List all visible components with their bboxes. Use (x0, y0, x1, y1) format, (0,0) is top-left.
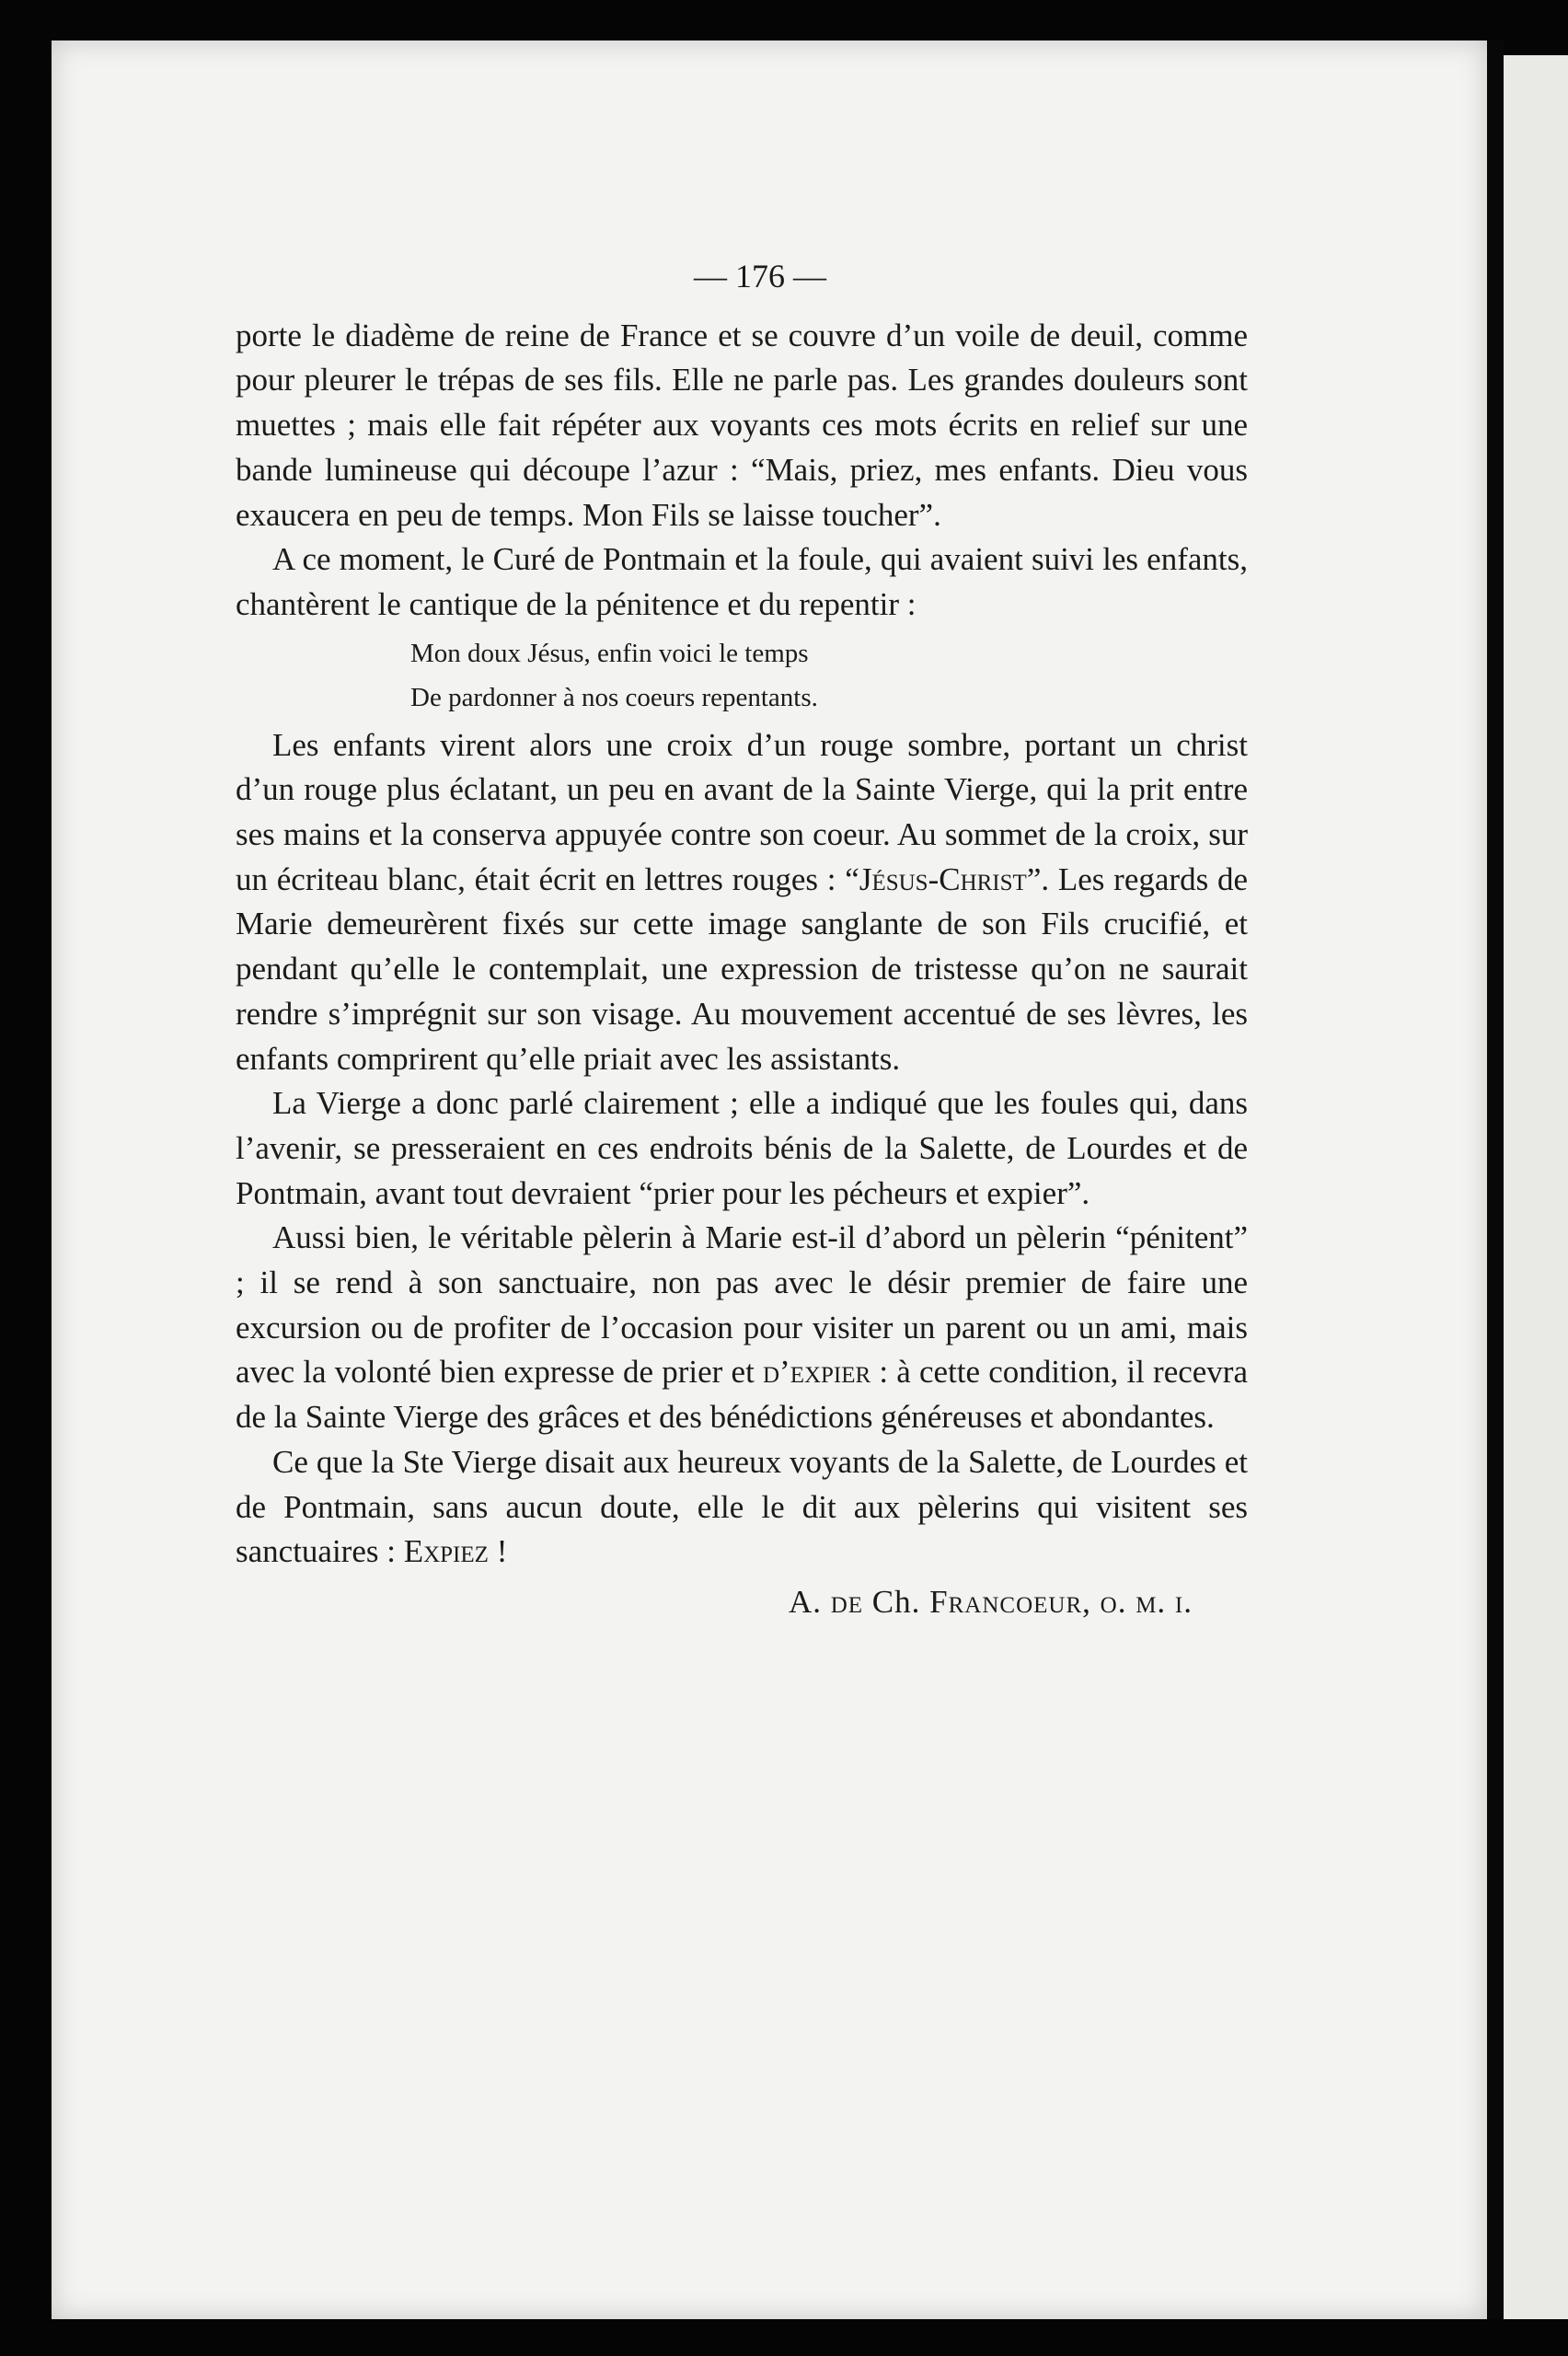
paragraph-6-part-1: Ce que la Ste Vierge disait aux heureux voyants de la Salette, de Lourdes et de Pontmain, sans aucun doute, elle le dit aux pèlerins qui visitent ses sanctuaires : (236, 1443, 1248, 1570)
paragraph-5 (236, 1216, 1248, 1440)
paragraph-5-part-1: Aussi bien, le véritable pèlerin à Marie est-il d’abord un pèlerin “pénitent” ; il se rend à son sanctuaire, non pas avec le désir premier de faire une excursion ou de profiter de l’occasion pour visiter un parent ou un ami, mais avec la volonté bien expresse de prier et (236, 1219, 1248, 1391)
next-page-edge (1504, 55, 1568, 2319)
spine-shadow (1487, 40, 1504, 2319)
paragraph-1: porte le diadème de reine de France et se couvre d’un voile de deuil, comme pour pleurer le trépas de ses fils. Elle ne parle pas. Les grandes douleurs sont muettes ; mais elle fait répéter aux voyants ces mots écrits en relief sur une bande lumineuse qui découpe l’azur : “Mais, priez, mes enfants. Dieu vous exaucera en peu de temps. Mon Fils se laisse toucher”. (236, 317, 1248, 533)
verse-line-1: Mon doux Jésus, enfin voici le temps (410, 638, 809, 668)
signature-particle: de (830, 1583, 864, 1620)
paragraph-5-part-2: : à cette condition, il recevra de la Sainte Vierge des grâces et des bénédictions généreuses et abondantes. (236, 1354, 1249, 1436)
paragraph-3-part-2: ”. Les regards de Marie demeurèrent fixés sur cette image sanglante de son Fils crucifié, et pendant qu’elle le contemplait, une expression de tristesse qu’on ne saurait rendre s’imprégnit sur son visage. Au mouvement accentué de ses lèvres, les enfants comprirent qu’elle priait avec les assistants. (236, 860, 1248, 1077)
verse-line-2: De pardonner à nos coeurs repentants. (410, 682, 818, 712)
paragraph-3 (236, 723, 1248, 1082)
signature-name: Francoeur (929, 1583, 1083, 1620)
paragraph-2: A ce moment, le Curé de Pontmain et la foule, qui avaient suivi les enfants, chantèrent le cantique de la pénitence et du repentir : (236, 541, 1248, 622)
paragraph-4: La Vierge a donc parlé clairement ; elle a indiqué que les foules qui, dans l’avenir, se presseraient en ces endroits bénis de la Salette, de Lourdes et de Pontmain, avant tout devraient “prier pour les pécheurs et expier”. (236, 1085, 1248, 1211)
inscription-jesus-christ: Jésus-Christ (859, 860, 1027, 897)
signature-initial: A. (788, 1583, 831, 1620)
page-number: — 176 — (694, 258, 826, 294)
emphasis-expier: d’expier (762, 1354, 871, 1391)
page-text (236, 254, 1248, 1625)
paragraph-3-part-1: Les enfants virent alors une croix d’un rouge sombre, portant un christ d’un rouge plus éclatant, un peu en avant de la Sainte Vierge, qui la prit entre ses mains et la conserva appuyée contre son coeur. Au sommet de la croix, sur un écriteau blanc, était écrit en lettres rouges : “ (236, 726, 1248, 897)
signature-ch: Ch. (863, 1583, 930, 1620)
hymn-verse (410, 631, 1248, 720)
emphasis-expiez: Expiez (403, 1533, 489, 1570)
paragraph-6-part-2: ! (488, 1533, 508, 1570)
signature-order: , o. m. i. (1082, 1583, 1193, 1620)
author-signature (236, 1580, 1248, 1625)
paragraph-6 (236, 1440, 1248, 1575)
